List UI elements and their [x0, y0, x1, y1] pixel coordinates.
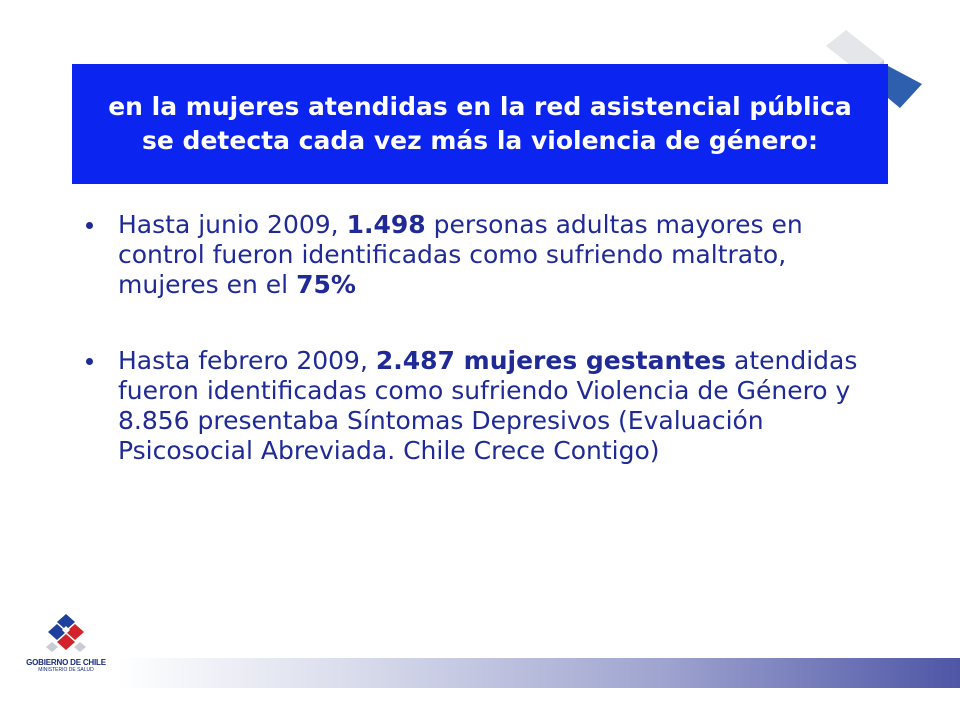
footer-gradient-bar [118, 658, 960, 688]
bullet-emphasis: 75% [296, 270, 356, 299]
bullet-text-run: Hasta junio 2009, [118, 210, 347, 239]
title-line-2: se detecta cada vez más la violencia de género: [142, 126, 818, 155]
chile-star-emblem-icon [44, 612, 88, 656]
bullet-dot-icon [86, 222, 93, 229]
bullet-item [82, 346, 872, 466]
bullet-dot-icon [86, 358, 93, 365]
slide-title [72, 64, 888, 184]
bullet-emphasis: 2.487 mujeres gestantes [375, 346, 727, 375]
title-line-1: en la mujeres atendidas en la red asistencial pública [108, 92, 852, 121]
bullet-list [82, 210, 872, 466]
bullet-text-run: Hasta febrero 2009, [118, 346, 376, 375]
bullet-emphasis: 1.498 [346, 210, 426, 239]
bullet-item [82, 210, 872, 300]
bullet-text [118, 346, 857, 465]
logo-subtitle: MINISTERIO DE SALUD [38, 667, 94, 673]
logo-name: GOBIERNO DE CHILE [26, 658, 106, 667]
gobierno-de-chile-logo [16, 612, 116, 688]
bullet-text-run: atendidas fueron identificadas como sufriendo Violencia de Género y 8.856 presentaba Síntomas Depresivos (Evaluación Psicosocial Abreviada. Chile Crece Contigo) [118, 346, 858, 465]
bullet-text [118, 210, 803, 299]
bullet-text-run: personas adultas mayores en control fueron identificadas como sufriendo maltrato, mujeres en el [118, 210, 803, 299]
